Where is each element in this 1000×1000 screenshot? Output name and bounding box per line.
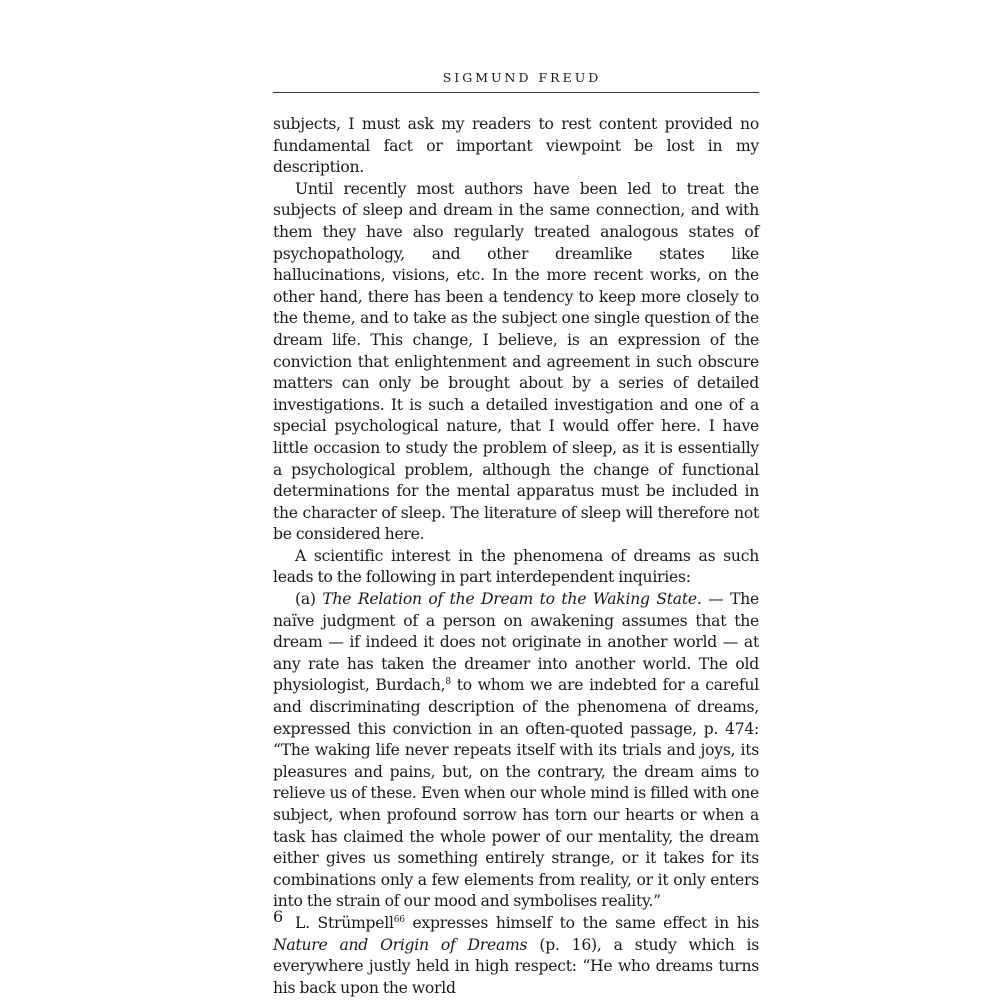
book-title: Nature and Origin of Dreams bbox=[273, 935, 528, 954]
running-head: SIGMUND FREUD bbox=[442, 70, 602, 85]
section-label: (a) bbox=[295, 590, 323, 609]
book-page bbox=[273, 68, 760, 997]
paragraph-1: subjects, I must ask my readers to rest content provided no fundamental fact or important viewpoint be lost in my description. bbox=[273, 115, 759, 177]
paragraph-3: A scientific interest in the phenomena of dreams as such leads to the following in part interdependent inquiries: bbox=[273, 546, 759, 587]
footnote-ref: 8 bbox=[445, 677, 451, 688]
body-text bbox=[273, 114, 759, 999]
paragraph-5-text-b: (p. 16), a study which is everywhere justly held in high respect: “He who dreams turns his back upon the world bbox=[273, 935, 759, 997]
paragraph-4-text-a: . — The naïve judgment of a person on awakening assumes that the dream — if indeed it does not originate in another world — at any rate has taken the dreamer into another world. The old physiologist, Burdach, bbox=[273, 590, 760, 695]
paragraph-4 bbox=[273, 589, 759, 913]
author-name: L. Strümpell bbox=[295, 913, 394, 932]
paragraph-5-text-a: expresses himself to the same effect in his bbox=[404, 913, 759, 932]
paragraph-2: Until recently most authors have been led to treat the subjects of sleep and dream in the same connection, and with them they have also regularly treated analogous states of psychopathology, and other dreamlike states like hallucinations, visions, etc. In the more recent works, on the other hand, there has been a tendency to keep more closely to the theme, and to take as the subject one single question of the dream life. This change, I believe, is an expression of the conviction that enlightenment and agreement in such obscure matters can only be brought about by a series of detailed investigations. It is such a detailed investigation and one of a special psychological nature, that I would offer here. I have little occasion to study the problem of sleep, as it is essentially a psychological problem, although the change of functional determinations for the mental apparatus must be included in the character of sleep. The literature of sleep will therefore not be considered here. bbox=[273, 179, 759, 544]
header-rule bbox=[273, 92, 759, 93]
page-number: 6 bbox=[273, 907, 284, 926]
paragraph-4-text-b: to whom we are indebted for a careful and discriminating description of the phenomena of dreams, expressed this conviction in an often-quoted passage, p. 474: “The waking life never repeats itself with its trials and joys, its pleasures and pains, but, on the contrary, the dream aims to relieve us of these. Even when our whole mind is filled with one subject, when profound sorrow has torn our hearts or when a task has claimed the whole power of our mentality, the dream either gives us something entirely strange, or it takes for its combinations only a few elements from reality, or it only enters into the strain of our mood and symbolises reality.” bbox=[273, 676, 759, 911]
paragraph-5 bbox=[273, 913, 759, 999]
section-heading: The Relation of the Dream to the Waking State bbox=[322, 590, 697, 609]
footnote-ref: 66 bbox=[393, 914, 405, 925]
